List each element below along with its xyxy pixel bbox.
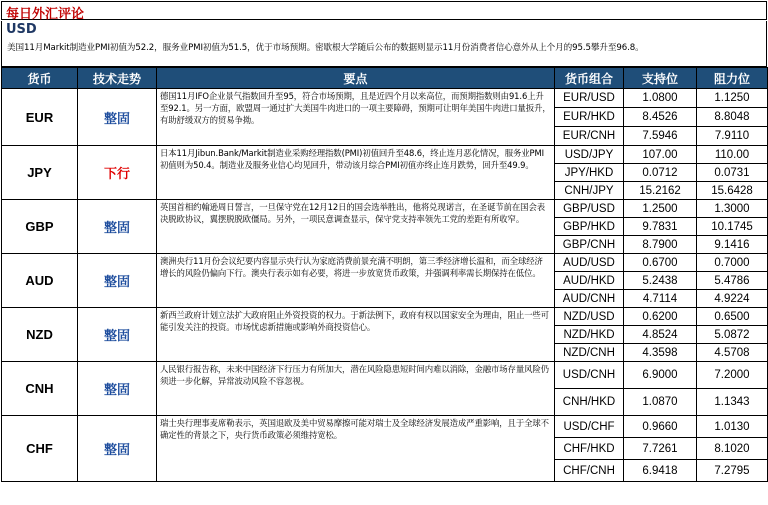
pair-cell: GBP/USD — [555, 200, 624, 218]
resistance-cell: 1.0130 — [697, 416, 768, 438]
key-points-cell: 人民银行报告称，未来中国经济下行压力有所加大，潜在风险隐患短时间内难以消除，金融市场存量风险仍须进一步化解，异常波动风险不容忽视。 — [157, 362, 555, 416]
pair-cell: NZD/HKD — [555, 326, 624, 344]
report-title-bar — [1, 1, 767, 20]
resistance-cell: 4.9224 — [697, 290, 768, 308]
pair-cell: EUR/CNH — [555, 127, 624, 146]
key-points-cell: 英国首相约翰逊周日誓言，一旦保守党在12月12日的国会选举胜出，他将兑现诺言，在圣诞节前在国会表决脱欧协议，翼摆脱脱欧僵局。另外，一项民意调查显示，保守党支持率领先工党的差距有所收窄。 — [157, 200, 555, 254]
support-cell: 5.2438 — [624, 272, 697, 290]
header-pair: 货币组合 — [555, 68, 624, 89]
trend-cell: 整固 — [78, 308, 157, 362]
pair-cell: NZD/USD — [555, 308, 624, 326]
key-points-cell: 澳洲央行11月份会议纪要内容显示央行认为家庭消费前景充满不明朗，第三季经济增长温和，而全球经济增长的风险仍偏向下行。澳央行表示如有必要，将进一步放宽货币政策，并强调利率需长期保持在低位。 — [157, 254, 555, 308]
resistance-cell: 1.1343 — [697, 389, 768, 416]
resistance-cell: 8.1020 — [697, 438, 768, 460]
support-cell: 0.9660 — [624, 416, 697, 438]
table-row — [2, 416, 768, 438]
trend-cell: 整固 — [78, 89, 157, 146]
table-row — [2, 89, 768, 108]
support-cell: 7.5946 — [624, 127, 697, 146]
support-cell: 15.2162 — [624, 182, 697, 200]
support-cell: 1.0800 — [624, 89, 697, 108]
header-trend: 技术走势 — [78, 68, 157, 89]
key-points-cell: 日本11月Jibun.Bank/Markit制造业采购经理指数(PMI)初值回升至48.6，终止连月恶化情况，服务业PMI初值则为50.4。制造业及服务业信心均见回升，带动该月综合PMI初值亦终止连月跌势，回升至49.9。 — [157, 146, 555, 200]
trend-cell: 下行 — [78, 146, 157, 200]
pair-cell: AUD/USD — [555, 254, 624, 272]
pair-cell: AUD/CNH — [555, 290, 624, 308]
header-points: 要点 — [157, 68, 555, 89]
support-cell: 107.00 — [624, 146, 697, 164]
resistance-cell: 7.9110 — [697, 127, 768, 146]
table-row — [2, 200, 768, 218]
pair-cell: CNH/HKD — [555, 389, 624, 416]
key-points-cell: 德国11月IFO企业景气指数回升至95，符合市场预期，且是近四个月以来高位，而预期指数则由91.6上升至92.1。另一方面，欧盟周一通过扩大美国牛肉进口的一项主要障碍，预期可让明年美国牛肉进口量扳升，有助舒缓双方的贸易争拗。 — [157, 89, 555, 146]
resistance-cell: 0.6500 — [697, 308, 768, 326]
pair-cell: EUR/USD — [555, 89, 624, 108]
support-cell: 6.9418 — [624, 460, 697, 482]
resistance-cell: 15.6428 — [697, 182, 768, 200]
currency-cell: JPY — [2, 146, 78, 200]
support-cell: 0.0712 — [624, 164, 697, 182]
pair-cell: USD/CNH — [555, 362, 624, 389]
fx-commentary-table — [1, 67, 768, 482]
resistance-cell: 10.1745 — [697, 218, 768, 236]
usd-label: USD — [6, 22, 37, 37]
header-support: 支持位 — [624, 68, 697, 89]
currency-cell: CHF — [2, 416, 78, 482]
pair-cell: CNH/JPY — [555, 182, 624, 200]
currency-cell: EUR — [2, 89, 78, 146]
support-cell: 1.2500 — [624, 200, 697, 218]
currency-cell: AUD — [2, 254, 78, 308]
support-cell: 8.4526 — [624, 108, 697, 127]
table-row — [2, 362, 768, 389]
resistance-cell: 9.1416 — [697, 236, 768, 254]
currency-cell: CNH — [2, 362, 78, 416]
pair-cell: EUR/HKD — [555, 108, 624, 127]
pair-cell: USD/JPY — [555, 146, 624, 164]
pair-cell: CHF/CNH — [555, 460, 624, 482]
support-cell: 8.7900 — [624, 236, 697, 254]
trend-cell: 整固 — [78, 200, 157, 254]
table-row — [2, 308, 768, 326]
currency-cell: GBP — [2, 200, 78, 254]
currency-cell: NZD — [2, 308, 78, 362]
resistance-cell: 7.2000 — [697, 362, 768, 389]
trend-cell: 整固 — [78, 362, 157, 416]
support-cell: 6.9000 — [624, 362, 697, 389]
pair-cell: GBP/HKD — [555, 218, 624, 236]
support-cell: 9.7831 — [624, 218, 697, 236]
report-title: 每日外汇评论 — [6, 7, 85, 22]
key-points-cell: 瑞士央行理事麦席勒表示，英国退欧及美中贸易摩擦可能对瑞士及全球经济发展造成严重影响，且于全球不确定性的背景之下，央行货币政策必须维持宽松。 — [157, 416, 555, 482]
resistance-cell: 0.0731 — [697, 164, 768, 182]
resistance-cell: 7.2795 — [697, 460, 768, 482]
support-cell: 0.6200 — [624, 308, 697, 326]
trend-cell: 整固 — [78, 416, 157, 482]
table-row — [2, 254, 768, 272]
resistance-cell: 5.0872 — [697, 326, 768, 344]
key-points-cell: 新西兰政府计划立法扩大政府阻止外资投资的权力。于新法例下，政府有权以国家安全为理由，阻止一些可能引发关注的投资。市场忧虑新措施或影响外商投资信心。 — [157, 308, 555, 362]
resistance-cell: 5.4786 — [697, 272, 768, 290]
resistance-cell: 1.1250 — [697, 89, 768, 108]
resistance-cell: 1.3000 — [697, 200, 768, 218]
pair-cell: AUD/HKD — [555, 272, 624, 290]
usd-commentary: 美国11月Markit制造业PMI初值为52.2，服务业PMI初值为51.5，优于市场预期。密歇根大学随后公布的数据则显示11月份消费者信心意外从上个月的95.5攀升至96.8。 — [7, 43, 644, 53]
pair-cell: JPY/HKD — [555, 164, 624, 182]
support-cell: 4.3598 — [624, 344, 697, 362]
table-header-row — [2, 68, 768, 89]
resistance-cell: 0.7000 — [697, 254, 768, 272]
support-cell: 0.6700 — [624, 254, 697, 272]
pair-cell: NZD/CNH — [555, 344, 624, 362]
support-cell: 7.7261 — [624, 438, 697, 460]
pair-cell: CHF/HKD — [555, 438, 624, 460]
usd-summary — [1, 21, 767, 67]
trend-cell: 整固 — [78, 254, 157, 308]
support-cell: 4.7114 — [624, 290, 697, 308]
resistance-cell: 4.5708 — [697, 344, 768, 362]
pair-cell: GBP/CNH — [555, 236, 624, 254]
resistance-cell: 110.00 — [697, 146, 768, 164]
table-row — [2, 146, 768, 164]
header-resistance: 阻力位 — [697, 68, 768, 89]
resistance-cell: 8.8048 — [697, 108, 768, 127]
header-currency: 货币 — [2, 68, 78, 89]
support-cell: 4.8524 — [624, 326, 697, 344]
support-cell: 1.0870 — [624, 389, 697, 416]
pair-cell: USD/CHF — [555, 416, 624, 438]
